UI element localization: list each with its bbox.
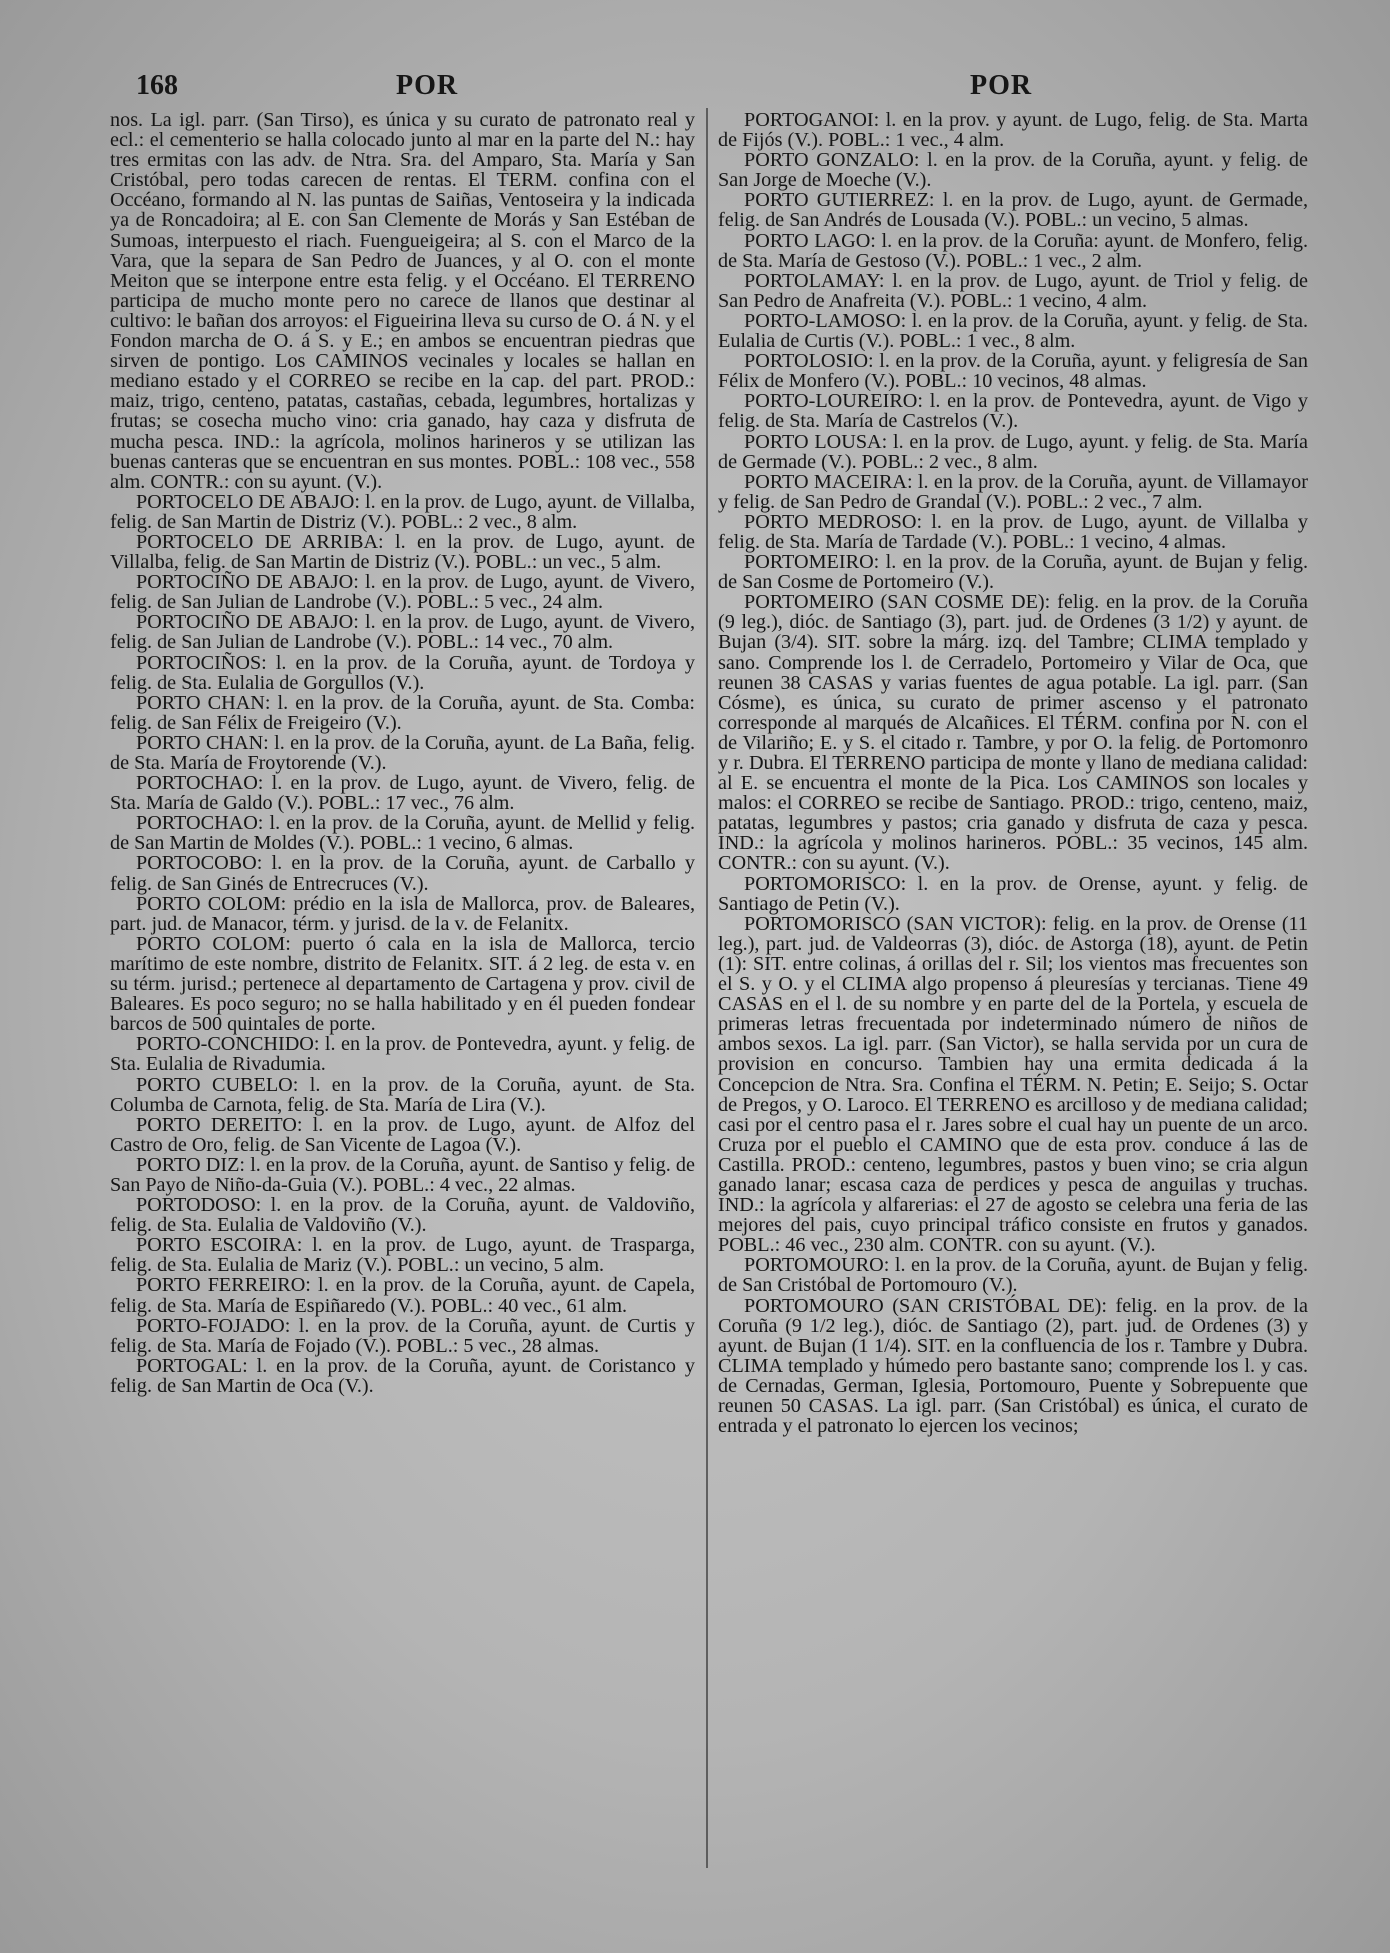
dictionary-entry: PORTOCIÑO DE ABAJO: l. en la prov. de Lugo, ayunt. de Vivero, felig. de San Julian de Landrobe (V.). POBL.: 14 vec., 70 alm. — [110, 611, 695, 654]
dictionary-entry: PORTOCHAO: l. en la prov. de Lugo, ayunt. de Vivero, felig. de Sta. María de Galdo (V.). POBL.: 17 vec., 76 alm. — [110, 772, 695, 815]
left-column — [110, 110, 695, 1850]
dictionary-entry: PORTO-LOUREIRO: l. en la prov. de Pontevedra, ayunt. de Vigo y felig. de Sta. María de Castrelos (V.). — [718, 390, 1308, 433]
dictionary-entry: PORTO LAGO: l. en la prov. de la Coruña: ayunt. de Monfero, felig. de Sta. María de Gestoso (V.). POBL.: 1 vec., 2 alm. — [718, 229, 1308, 272]
dictionary-entry: PORTO GONZALO: l. en la prov. de la Coruña, ayunt. y felig. de San Jorge de Moeche (V.). — [718, 149, 1308, 192]
dictionary-entry: PORTO COLOM: prédio en la isla de Mallorca, prov. de Baleares, part. jud. de Manacor, térm. y jurisd. de la v. de Felanitx. — [110, 892, 695, 935]
dictionary-entry: PORTOGAL: l. en la prov. de la Coruña, ayunt. de Coristanco y felig. de San Martin de Oca (V.). — [110, 1354, 695, 1397]
dictionary-entry: PORTOCIÑOS: l. en la prov. de la Coruña, ayunt. de Tordoya y felig. de Sta. Eulalia de Gorgullos (V.). — [110, 651, 695, 694]
dictionary-entry: PORTOMEIRO: l. en la prov. de la Coruña, ayunt. de Bujan y felig. de San Cosme de Portomeiro (V.). — [718, 551, 1308, 594]
dictionary-entry: PORTOCOBO: l. en la prov. de la Coruña, ayunt. de Carballo y felig. de San Ginés de Entrecruces (V.). — [110, 852, 695, 895]
right-running-head: POR — [970, 70, 1033, 101]
running-header — [128, 70, 1298, 108]
dictionary-entry: PORTOLAMAY: l. en la prov. de Lugo, ayunt. de Triol y felig. de San Pedro de Anafreita (V.). POBL.: 1 vecino, 4 alm. — [718, 269, 1308, 312]
dictionary-entry: PORTO DIZ: l. en la prov. de la Coruña, ayunt. de Santiso y felig. de San Payo de Niño-da-Guia (V.). POBL.: 4 vec., 22 almas. — [110, 1153, 695, 1196]
dictionary-entry: PORTOMEIRO (SAN COSME DE): felig. en la prov. de la Coruña (9 leg.), dióc. de Santiago (3), part. jud. de Ordenes (3 1/2) y ayunt. de Bujan (3/4). SIT. sobre la márg. izq. del Tambre; CLIMA templado y sano. Comprende los l. de Cerradelo, Portomeiro y Vilar de Oca, que reunen 38 CASAS y varias fuentes de agua potable. La igl. parr. (San Cósme), es única, su curato de primer ascenso y el patronato corresponde al marqués de Alcañices. El TÉRM. confina por N. con el de Vilariño; E. y S. el citado r. Tambre, y por O. la felig. de Portomonro y r. Dubra. El TERRENO participa de monte y llano de mediana calidad: al E. se encuentra el monte de la Pica. Los CAMINOS son locales y malos: el CORREO se recibe de Santiago. PROD.: trigo, centeno, maiz, patatas, legumbres y pastos; cria ganado y disfruta de caza y pesca. IND.: la agrícola y molinos harineros. POBL.: 35 vecinos, 145 alm. CONTR.: con su ayunt. (V.). — [718, 591, 1308, 875]
dictionary-entry: PORTO MACEIRA: l. en la prov. de la Coruña, ayunt. de Villamayor y felig. de San Pedro de Grandal (V.). POBL.: 2 vec., 7 alm. — [718, 470, 1308, 513]
left-running-head: POR — [396, 70, 459, 101]
dictionary-entry: PORTO LOUSA: l. en la prov. de Lugo, ayunt. y felig. de Sta. María de Germade (V.). POBL.: 2 vec., 8 alm. — [718, 430, 1308, 473]
dictionary-entry: PORTOCHAO: l. en la prov. de la Coruña, ayunt. de Mellid y felig. de San Martin de Moldes (V.). POBL.: 1 vecino, 6 almas. — [110, 812, 695, 855]
column-rule — [706, 108, 708, 1868]
dictionary-entry: PORTO-LAMOSO: l. en la prov. de la Coruña, ayunt. y felig. de Sta. Eulalia de Curtis (V.). POBL.: 1 vec., 8 alm. — [718, 309, 1308, 353]
dictionary-entry: nos. La igl. parr. (San Tirso), es única y su curato de patronato real y ecl.: el cementerio se halla colocado junto al mar en la parte del N.: hay tres ermitas con las adv. de Ntra. Sra. del Amparo, Sta. María y San Cristóbal, pero todas carecen de rentas. El TERM. confina con el Occéano, formando al N. las puntas de Saiñas, Ventoseira y la indicada ya de Roncadoira; al E. con San Clemente de Morás y San Estéban de Sumoas, interpuesto el riach. Fuengueigeira; al S. con el Marco de la Vara, que la separa de San Pedro de Juances, y al O. con el monte Meiton que se interpone entre esta felig. y el Occéano. El TERRENO participa de mucho monte pero no carece de llanos que destinar al cultivo: le bañan dos arroyos: el Figueirina lleva su curso de O. á N. y el Fondon marcha de O. á S. y E.; en ambos se encuentran piedras que sirven de pontigo. Los CAMINOS vecinales y locales se hallan en mediano estado y el CORREO se recibe en la cap. del part. PROD.: maiz, trigo, centeno, patatas, castañas, cebada, legumbres, hortalizas y frutas; se cosecha mucho vino: cria ganado, hay caza y disfruta de mucha pesca. IND.: la agrícola, molinos harineros y se utilizan las buenas canteras que se encuentran en sus montes. POBL.: 108 vec., 558 alm. CONTR.: con su ayunt. (V.). — [110, 110, 695, 493]
dictionary-entry: PORTO COLOM: puerto ó cala en la isla de Mallorca, tercio marítimo de este nombre, distrito de Felanitx. SIT. á 2 leg. de esta v. en su térm. jurisd.; pertenece al departamento de Cartagena y prov. civil de Baleares. Es poco seguro; no se halla habilitado y en él pueden fondear barcos de 500 quintales de porte. — [110, 932, 695, 1036]
dictionary-entry: PORTO FERREIRO: l. en la prov. de la Coruña, ayunt. de Capela, felig. de Sta. María de Espiñaredo (V.). POBL.: 40 vec., 61 alm. — [110, 1274, 695, 1317]
dictionary-entry: PORTO DEREITO: l. en la prov. de Lugo, ayunt. de Alfoz del Castro de Oro, felig. de San Vicente de Lagoa (V.). — [110, 1113, 695, 1156]
dictionary-entry: PORTOCELO DE ABAJO: l. en la prov. de Lugo, ayunt. de Villalba, felig. de San Martin de Distriz (V.). POBL.: 2 vec., 8 alm. — [110, 490, 695, 533]
dictionary-entry: PORTO ESCOIRA: l. en la prov. de Lugo, ayunt. de Trasparga, felig. de Sta. Eulalia de Mariz (V.). POBL.: un vecino, 5 alm. — [110, 1234, 695, 1277]
dictionary-entry: PORTOCIÑO DE ABAJO: l. en la prov. de Lugo, ayunt. de Vivero, felig. de San Julian de Landrobe (V.). POBL.: 5 vec., 24 alm. — [110, 571, 695, 614]
dictionary-entry: PORTO CHAN: l. en la prov. de la Coruña, ayunt. de Sta. Comba: felig. de San Félix de Freigeiro (V.). — [110, 691, 695, 734]
dictionary-entry: PORTOMORISCO: l. en la prov. de Orense, ayunt. y felig. de Santiago de Petin (V.). — [718, 872, 1308, 915]
right-column — [718, 110, 1308, 1850]
dictionary-entry: PORTOMOURO (SAN CRISTÓBAL DE): felig. en la prov. de la Coruña (9 1/2 leg.), dióc. de Santiago (2), part. jud. de Ordenes (3) y ayunt. de Bujan (1 1/4). SIT. en la confluencia de los r. Tambre y Dubra. CLIMA templado y húmedo pero bastante sano; comprende los l. y cas. de Cernadas, German, Iglesia, Portomouro, Puente y Sobrepuente que reunen 50 CASAS. La igl. parr. (San Cristóbal) es única, el curato de entrada y el patronato lo ejercen los vecinos; — [718, 1294, 1308, 1438]
dictionary-entry: PORTO GUTIERREZ: l. en la prov. de Lugo, ayunt. de Germade, felig. de San Andrés de Lousada (V.). POBL.: un vecino, 5 almas. — [718, 189, 1308, 232]
dictionary-entry: PORTO CUBELO: l. en la prov. de la Coruña, ayunt. de Sta. Columba de Carnota, felig. de Sta. María de Lira (V.). — [110, 1073, 695, 1116]
dictionary-entry: PORTO-CONCHIDO: l. en la prov. de Pontevedra, ayunt. y felig. de Sta. Eulalia de Rivadumia. — [110, 1033, 695, 1076]
page-number: 168 — [136, 70, 178, 101]
dictionary-entry: PORTOMORISCO (SAN VICTOR): felig. en la prov. de Orense (11 leg.), part. jud. de Valdeorras (3), dióc. de Astorga (18), ayunt. de Petin (1): SIT. entre colinas, á orillas del r. Sil; los vientos mas frecuentes son el S. y O. y el CLIMA algo propenso á pleuresías y tercianas. Tiene 49 CASAS en el l. de su nombre y en parte del de la Portela, y escuela de primeras letras frecuentada por indeterminado número de niños de ambos sexos. La igl. parr. (San Victor), se halla servida por un cura de provision en concurso. Tambien hay una ermita dedicada á la Concepcion de Ntra. Sra. Confina el TÉRM. N. Petin; E. Seijo; S. Octar de Pregos, y O. Laroco. El TERRENO es arcilloso y de mediana calidad; casi por el centro pasa el r. Jares sobre el cual hay un puente de un arco. Cruza por el pueblo el CAMINO que de esta prov. conduce á las de Castilla. PROD.: centeno, legumbres, pastos y buen vino; se cria algun ganado lanar; escasa caza de perdices y pesca de anguilas y truchas. IND.: la agrícola y alfarerias: el 27 de agosto se celebra una feria de las mejores del pais, cuyo principal tráfico consiste en frutos y ganados. POBL.: 46 vec., 230 alm. CONTR. con su ayunt. (V.). — [718, 912, 1308, 1257]
dictionary-entry: PORTOLOSIO: l. en la prov. de la Coruña, ayunt. y feligresía de San Félix de Monfero (V.). POBL.: 10 vecinos, 48 almas. — [718, 350, 1308, 393]
dictionary-entry: PORTOMOURO: l. en la prov. de la Coruña, ayunt. de Bujan y felig. de San Cristóbal de Portomouro (V.). — [718, 1254, 1308, 1297]
dictionary-entry: PORTOCELO DE ARRIBA: l. en la prov. de Lugo, ayunt. de Villalba, felig. de San Martin de Distriz (V.). POBL.: un vec., 5 alm. — [110, 530, 695, 574]
dictionary-entry: PORTOGANOI: l. en la prov. y ayunt. de Lugo, felig. de Sta. Marta de Fijós (V.). POBL.: 1 vec., 4 alm. — [718, 110, 1308, 152]
dictionary-entry: PORTO-FOJADO: l. en la prov. de la Coruña, ayunt. de Curtis y felig. de Sta. María de Fojado (V.). POBL.: 5 vec., 28 almas. — [110, 1314, 695, 1357]
dictionary-entry: PORTODOSO: l. en la prov. de la Coruña, ayunt. de Valdoviño, felig. de Sta. Eulalia de Valdoviño (V.). — [110, 1194, 695, 1237]
dictionary-entry: PORTO CHAN: l. en la prov. de la Coruña, ayunt. de La Baña, felig. de Sta. María de Froytorende (V.). — [110, 731, 695, 774]
dictionary-entry: PORTO MEDROSO: l. en la prov. de Lugo, ayunt. de Villalba y felig. de Sta. María de Tardade (V.). POBL.: 1 vecino, 4 almas. — [718, 510, 1308, 553]
